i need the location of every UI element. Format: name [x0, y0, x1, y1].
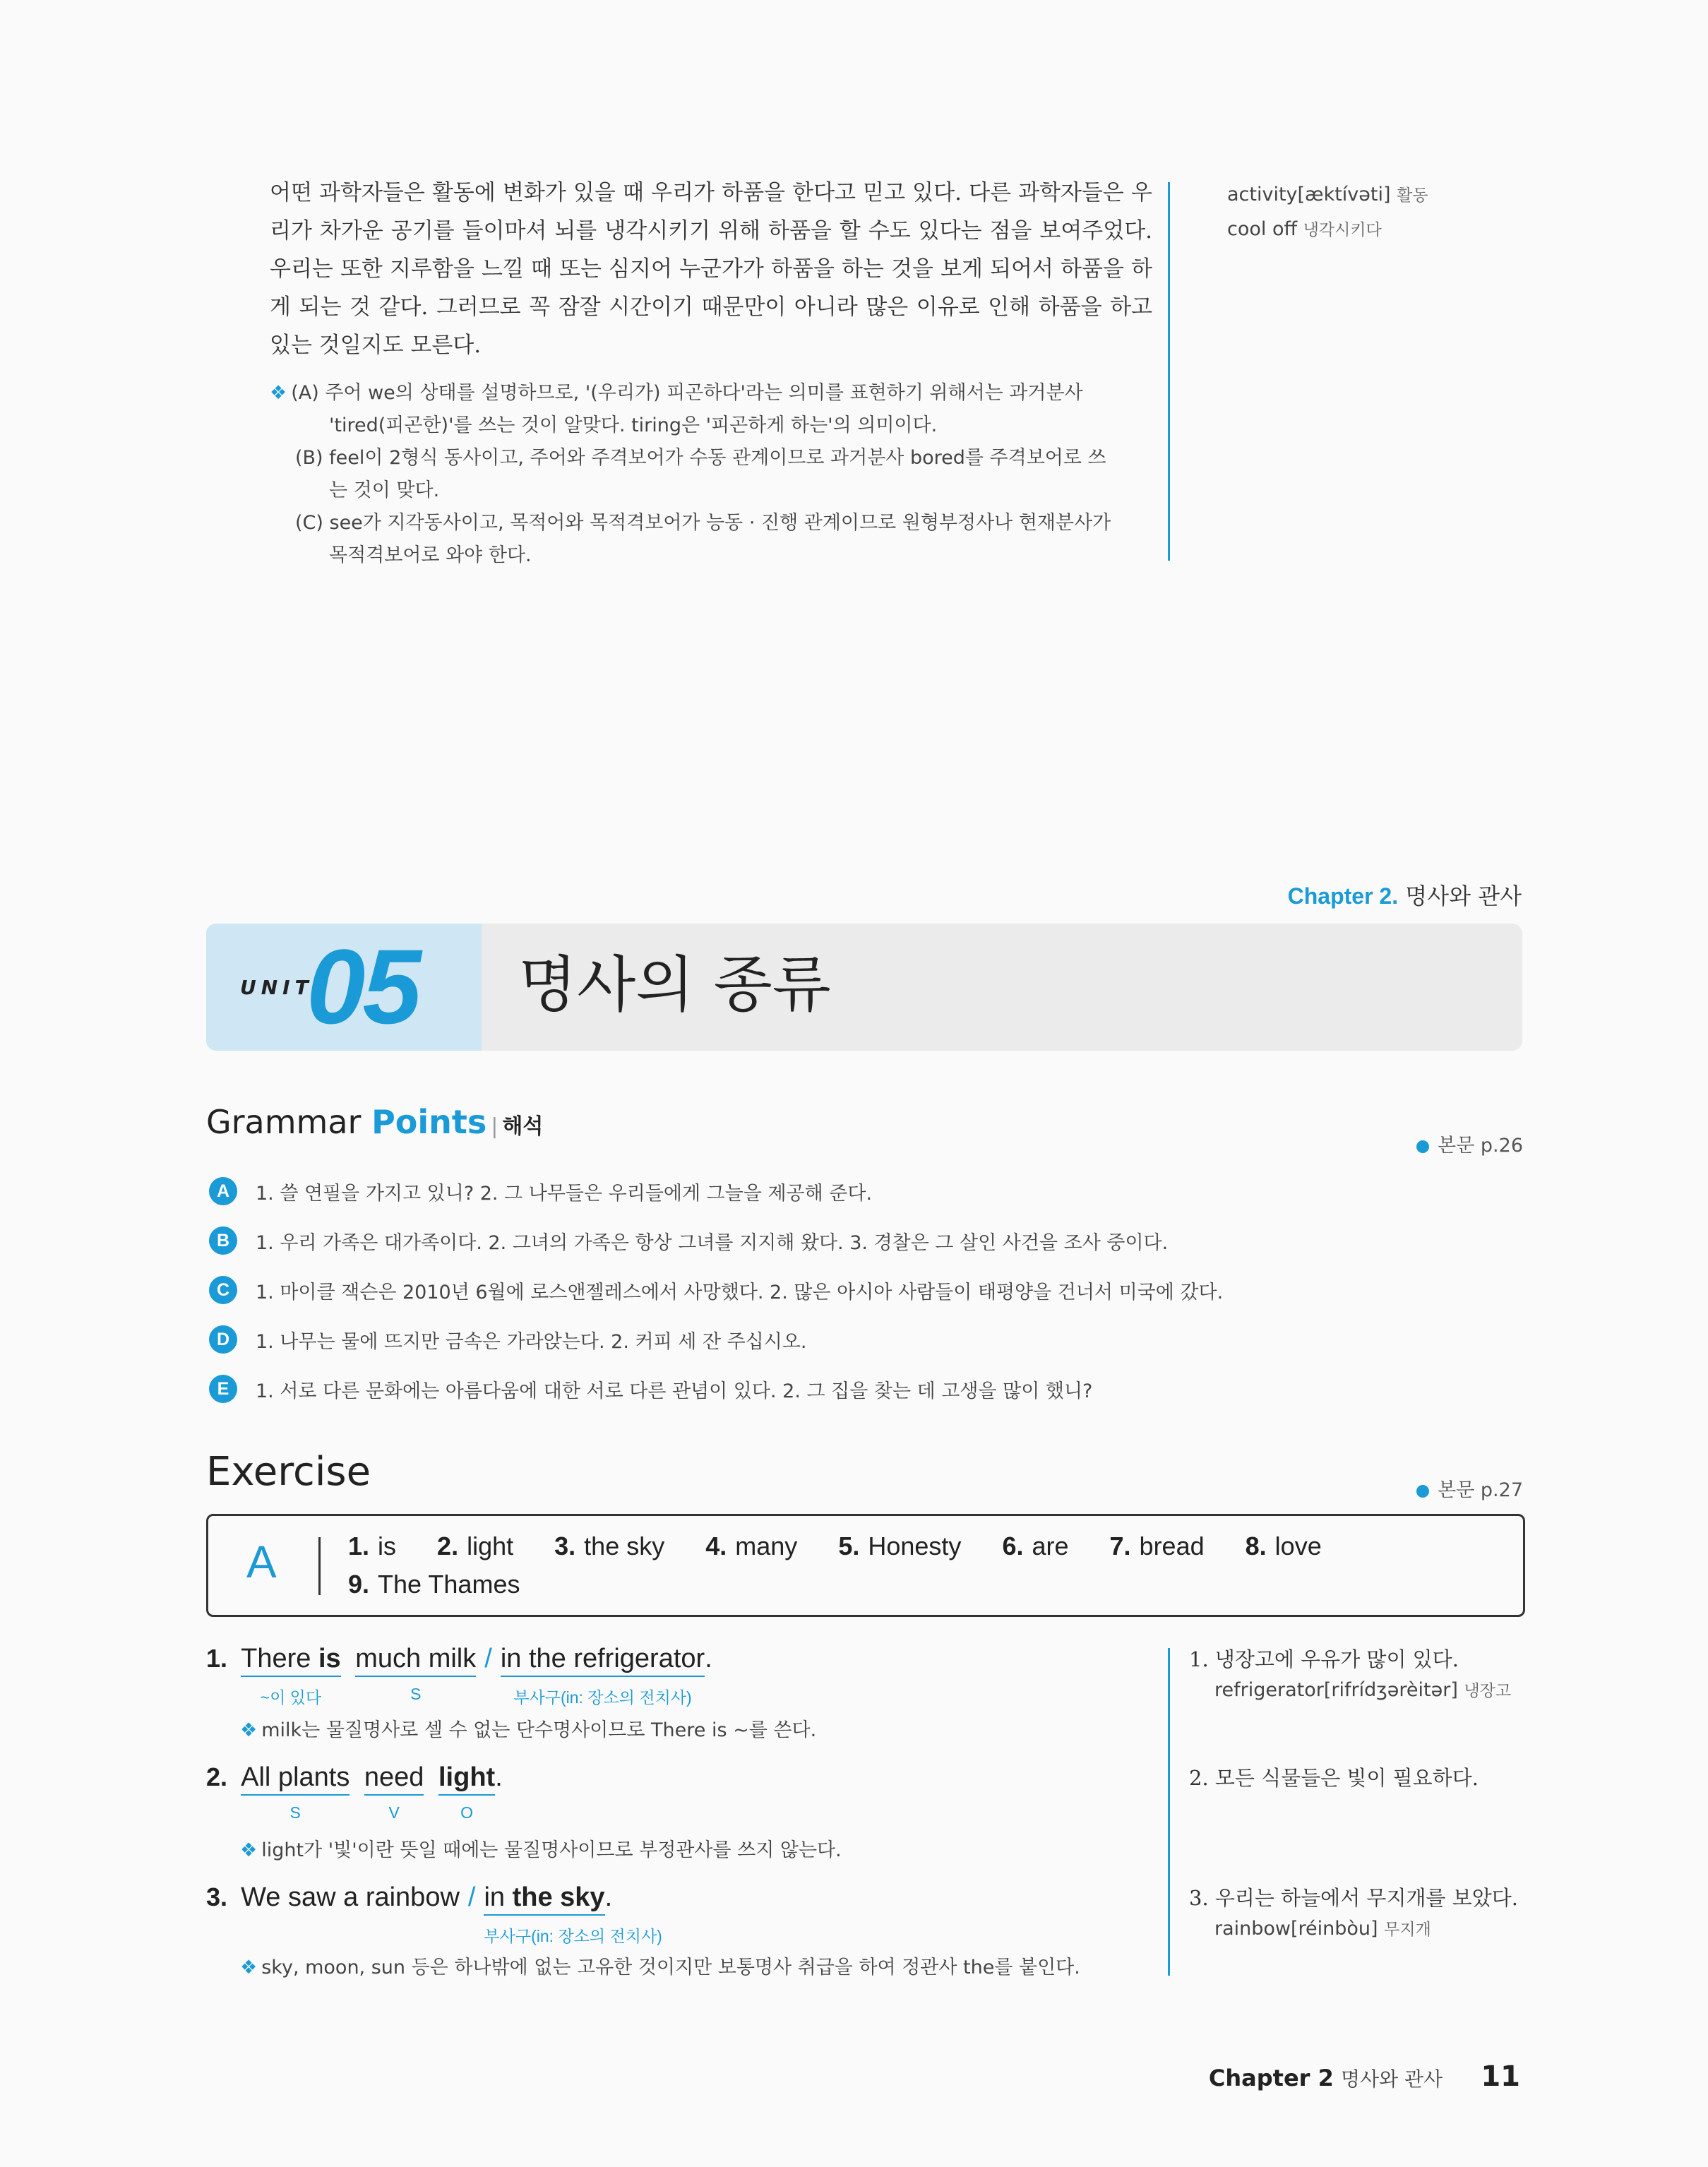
sentence-chunk: in the refrigerator 부사구(in: 장소의 전치사)	[500, 1644, 705, 1707]
unit-banner	[206, 924, 1522, 1051]
answer-item: 7. bread	[1109, 1532, 1205, 1560]
page-number: 11	[1481, 2060, 1520, 2093]
diamond-bullet-icon: ❖	[270, 382, 287, 404]
sentence-chunk: There is ~이 있다	[241, 1644, 341, 1707]
sentence-chunk: in the sky 부사구(in: 장소의 전치사)	[484, 1882, 662, 1945]
list-item: B 1. 우리 가족은 대가족이다. 2. 그녀의 가족은 항상 그녀를 지지해 왔다. 3. 경찰은 그 살인 사건을 조사 중이다.	[209, 1216, 1223, 1265]
answer-item: 4. many	[705, 1532, 798, 1560]
grammar-points-heading: Grammar Points | 해석	[206, 1103, 544, 1141]
exercise-item-3: 3. We saw a rainbow / in the sky 부사구(in: 장소의 전치사) .	[206, 1882, 662, 1945]
exercise-item-1: 1. There is ~이 있다 much milk S / in the refrigerator 부사구(in: 장소의 전치사) .	[206, 1644, 712, 1707]
diamond-bullet-icon: ❖	[240, 1719, 258, 1741]
chapter-header: Chapter 2. 명사와 관사	[1287, 883, 1522, 909]
answer-item: 6. are	[1002, 1532, 1069, 1560]
note-a-line-1: ❖ (A) 주어 we의 상태를 설명하므로, '(우리가) 피곤하다'라는 의미를 표현하기 위해서는 과거분사	[270, 382, 1083, 404]
column-divider	[1168, 1648, 1170, 1976]
unit-word: UNIT	[240, 976, 313, 999]
answer-list	[348, 1527, 1407, 1604]
sentence-chunk: much milk S	[355, 1644, 477, 1703]
note-c-line-1: (C) see가 지각동사이고, 목적어와 목적격보어가 능동 · 진행 관계이므로 원형부정사나 현재분사가	[295, 512, 1111, 534]
answer-item: 1. is	[348, 1532, 397, 1560]
badge-b-icon: B	[209, 1226, 237, 1255]
sentence-chunk: need V	[364, 1762, 424, 1822]
vocab-item: refrigerator[rifrídʒərèitər] 냉장고	[1214, 1679, 1512, 1701]
answer-box	[206, 1514, 1525, 1617]
diamond-bullet-icon: ❖	[240, 1957, 258, 1978]
list-item: D 1. 나무는 물에 뜨지만 금속은 가라앉는다. 2. 커피 세 잔 주십시오.	[209, 1315, 1223, 1364]
vocab-sidebar	[1227, 178, 1428, 247]
note-b-line-1: (B) feel이 2형식 동사이고, 주어와 주격보어가 수동 관계이므로 과거분사 bored를 주격보어로 쓰	[295, 447, 1106, 469]
unit-number-box	[206, 924, 482, 1051]
exercise-item-2: 2. All plants S need V light O .	[206, 1762, 503, 1822]
vocab-item: cool off 냉각시키다	[1227, 218, 1382, 240]
answer-item: 5. Honesty	[838, 1532, 962, 1560]
answer-divider	[318, 1537, 321, 1595]
badge-e-icon: E	[209, 1375, 237, 1403]
explanation-2: ❖ light가 '빛'이란 뜻일 때에는 물질명사이므로 부정관사를 쓰지 않는다.	[240, 1839, 842, 1861]
grammar-points-list	[209, 1166, 1223, 1414]
list-item: A 1. 쓸 연필을 가지고 있니? 2. 그 나무들은 우리들에게 그늘을 제공해 준다.	[209, 1166, 1223, 1216]
badge-d-icon: D	[209, 1325, 237, 1354]
sentence-chunk: light O	[438, 1762, 496, 1822]
translation-1: 1. 냉장고에 우유가 많이 있다.	[1189, 1647, 1459, 1671]
translation-paragraph: 어떤 과학자들은 활동에 변화가 있을 때 우리가 하품을 한다고 믿고 있다. 다른 과학자들은 우리가 차가운 공기를 들이마셔 뇌를 냉각시키기 위해 하품을 할 수도 있다는 점을 보여주었다. 우리는 또한 지루함을 느낄 때 또는 심지어 누군가가 하품을 하는 것을 보게 되어서 하품을 하게 되는 것 같다. 그러므로 꼭 잠잘 시간이기 때문만이 아니라 많은 이유로 인해 하품을 하고 있는 것일지도 모른다.	[270, 180, 1152, 358]
translation-section	[270, 174, 1152, 572]
page-footer: Chapter 2 명사와 관사 11	[1208, 2060, 1520, 2093]
note-b-line-2: 는 것이 맞다.	[329, 479, 440, 501]
badge-a-icon: A	[209, 1177, 237, 1205]
badge-c-icon: C	[209, 1276, 237, 1304]
vocab-item: rainbow[réinbòu] 무지개	[1214, 1918, 1431, 1940]
column-divider	[1168, 182, 1170, 561]
bullet-dot-icon	[1416, 1140, 1429, 1153]
exercise-heading: Exercise	[206, 1449, 371, 1495]
explanation-3: ❖ sky, moon, sun 등은 하나밖에 없는 고유한 것이지만 보통명사 취급을 하여 정관사 the를 붙인다.	[240, 1957, 1080, 1978]
sentence-chunk: All plants S	[241, 1762, 350, 1822]
translation-2: 2. 모든 식물들은 빛이 필요하다.	[1189, 1766, 1479, 1790]
note-c-line-2: 목적격보어로 와야 한다.	[329, 544, 532, 566]
explanation-1: ❖ milk는 물질명사로 셀 수 없는 단수명사이므로 There is ~를 쓴다.	[240, 1719, 817, 1741]
list-item: E 1. 서로 다른 문화에는 아름다움에 대한 서로 다른 관념이 있다. 2. 그 집을 찾는 데 고생을 많이 했니?	[209, 1364, 1223, 1414]
translation-3: 3. 우리는 하늘에서 무지개를 보았다.	[1189, 1886, 1518, 1910]
vocab-item: activity[æktívəti] 활동	[1227, 184, 1428, 205]
unit-title: 명사의 종류	[518, 950, 831, 1020]
answer-item: 3. the sky	[554, 1532, 665, 1560]
bullet-dot-icon	[1416, 1485, 1429, 1498]
diamond-bullet-icon: ❖	[240, 1839, 258, 1861]
answer-item: 8. love	[1245, 1532, 1322, 1560]
note-a-line-2: 'tired(피곤한)'를 쓰는 것이 알맞다. tiring은 '피곤하게 하는'의 의미이다.	[329, 414, 938, 436]
answer-section-letter: A	[246, 1536, 277, 1587]
grammar-points-page-ref: 본문 p.26	[1416, 1130, 1523, 1157]
answer-item: 9. The Thames	[348, 1570, 520, 1599]
list-item: C 1. 마이클 잭슨은 2010년 6월에 로스앤젤레스에서 사망했다. 2. 많은 아시아 사람들이 태평양을 건너서 미국에 갔다.	[209, 1265, 1223, 1315]
exercise-page-ref: 본문 p.27	[1416, 1474, 1523, 1502]
answer-item: 2. light	[437, 1532, 514, 1560]
unit-number: 05	[306, 927, 419, 1046]
